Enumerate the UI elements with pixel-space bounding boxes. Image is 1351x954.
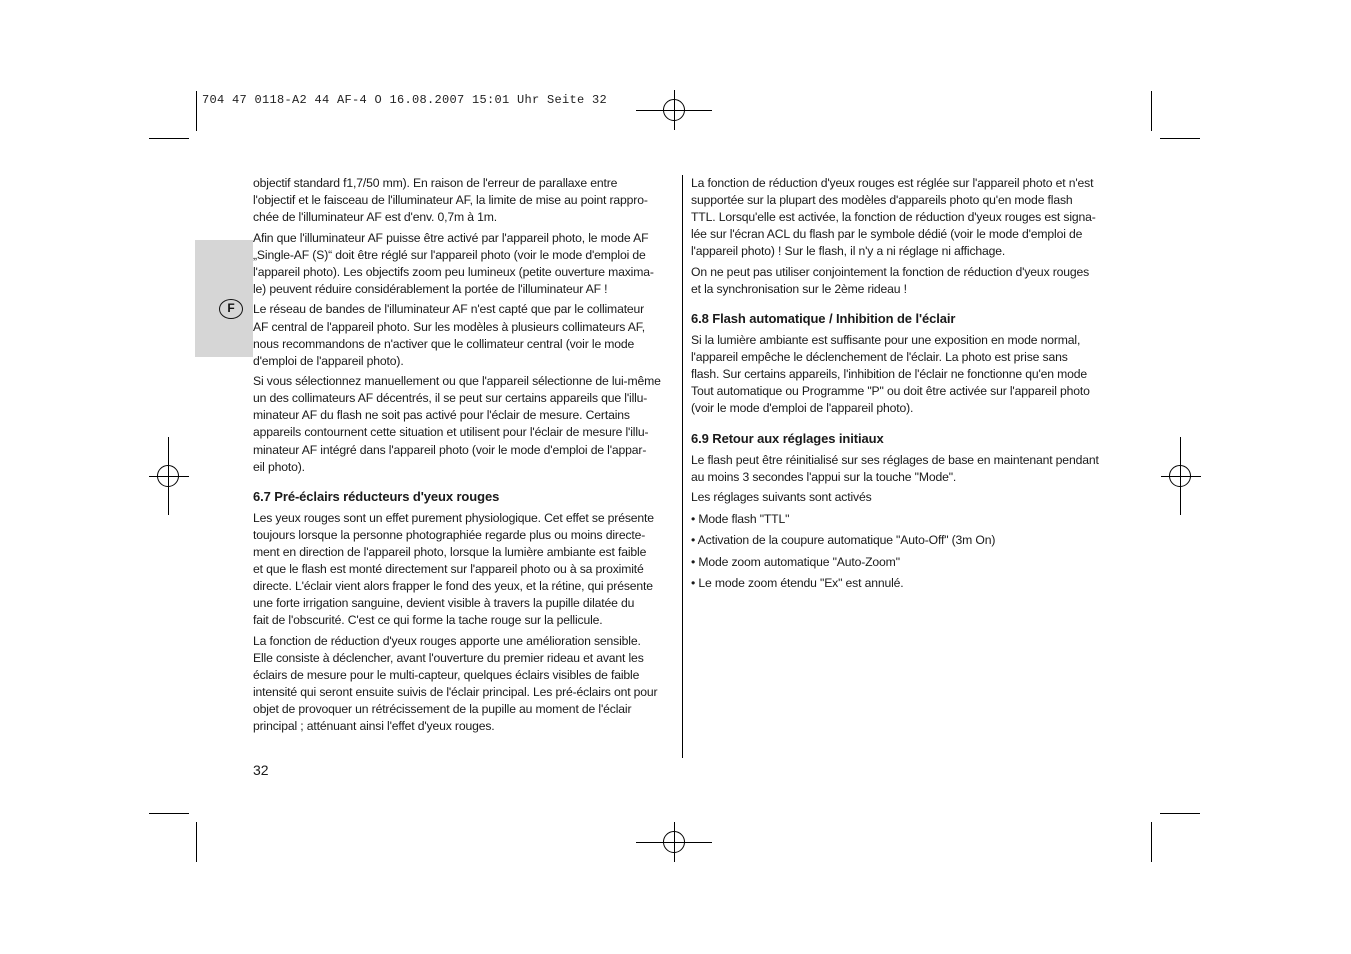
text-line: toujours lorsque la personne photographiée regarde plus ou moins directe- — [253, 527, 646, 542]
left-paragraphs — [253, 175, 677, 476]
bullet-item: • Mode flash "TTL" — [691, 511, 790, 526]
page-number: 32 — [253, 762, 269, 778]
bullet-item: • Le mode zoom étendu "Ex" est annulé. — [691, 576, 904, 591]
section-6-7-body — [253, 510, 677, 736]
text-line: l'appareil photo). Les objectifs zoom peu lumineux (petite ouverture maxima- — [253, 264, 654, 279]
text-line: „Single-AF (S)“ doit être réglé sur l'appareil photo (voir le mode d'emploi de — [253, 247, 646, 262]
section-6-7-heading: 6.7 Pré-éclairs réducteurs d'yeux rouges — [253, 488, 500, 504]
text-line: l'objectif et le faisceau de l'illuminateur AF, la limite de mise au point rappro- — [253, 193, 648, 208]
language-badge: F — [219, 299, 243, 319]
text-line: le) peuvent réduire considérablement la portée de l'illuminateur AF ! — [253, 281, 608, 296]
text-line: Si la lumière ambiante est suffisante pour une exposition en mode normal, — [691, 333, 1081, 348]
text-line: On ne peut pas utiliser conjointement la fonction de réduction d'yeux rouges — [691, 264, 1090, 279]
text-line: La fonction de réduction d'yeux rouges est réglée sur l'appareil photo et n'est — [691, 176, 1094, 190]
text-line: supportée sur la plupart des modèles d'appareils photo qu'en mode flash — [691, 193, 1073, 208]
text-line: Tout automatique ou Programme "P" ou doit être activée sur l'appareil photo — [691, 384, 1090, 399]
text-line: TTL. Lorsqu'elle est activée, la fonction de réduction d'yeux rouges est signa- — [691, 210, 1096, 225]
text-line: Le flash peut être réinitialisé sur ses réglages de base en maintenant pendant — [691, 452, 1099, 467]
section-6-8-body — [691, 332, 1119, 417]
text-line: minateur AF intégré dans l'appareil photo (voir le mode d'emploi de l'appar- — [253, 442, 647, 457]
paragraph — [691, 452, 1119, 486]
text-line: (voir le mode d'emploi de l'appareil photo). — [691, 401, 914, 416]
text-line: directe. L'éclair vient alors frapper le fond des yeux, et la rétine, qui présente — [253, 579, 653, 594]
right-paragraphs — [691, 175, 1119, 298]
text-line: et que le flash est monté directement sur l'appareil photo ou à sa proximité — [253, 562, 644, 577]
text-line: appareils contournent cette situation et utilisent pour l'éclair de mesure l'illu- — [253, 425, 649, 440]
text-line: Si vous sélectionnez manuellement ou que l'appareil sélectionne de lui-même — [253, 374, 661, 389]
paragraph — [691, 264, 1119, 298]
right-column — [691, 175, 1119, 597]
text-line: d'emploi de l'appareil photo). — [253, 353, 404, 368]
text-line: l'appareil empêche le déclenchement de l'éclair. La photo est prise sans — [691, 350, 1068, 365]
text-line: Afin que l'illuminateur AF puisse être activé par l'appareil photo, le mode AF — [253, 230, 649, 245]
bullet-item: • Mode zoom automatique "Auto-Zoom" — [691, 554, 900, 569]
text-line: principal ; atténuant ainsi l'effet d'yeux rouges. — [253, 719, 495, 734]
section-6-9-body — [691, 452, 1119, 507]
text-line: objet de provoquer un rétrécissement de la pupille au moment de l'éclair — [253, 702, 632, 717]
paragraph — [691, 489, 1119, 506]
left-column — [253, 175, 677, 739]
text-line: éclairs de mesure pour le multi-capteur, quelques éclairs visibles de faible — [253, 668, 640, 682]
text-line: chée de l'illuminateur AF est d'env. 0,7m à 1m. — [253, 210, 497, 225]
paragraph — [253, 230, 677, 298]
bullet-item: • Activation de la coupure automatique "Auto-Off" (3m On) — [691, 533, 996, 548]
text-line: ment en direction de l'appareil photo, lorsque la lumière ambiante est faible — [253, 544, 647, 559]
paragraph — [253, 175, 677, 226]
text-line: Elle consiste à déclencher, avant l'ouverture du premier rideau et avant les — [253, 650, 644, 665]
paragraph — [253, 373, 677, 476]
text-line: au moins 3 secondes l'appui sur la touche "Mode". — [691, 469, 957, 484]
text-line: flash. Sur certains appareils, l'inhibition de l'éclair ne fonctionne qu'en mode — [691, 367, 1088, 382]
text-line: Les réglages suivants sont activés — [691, 490, 872, 505]
text-line: l'appareil photo) ! Sur le flash, il n'y a ni réglage ni affichage. — [691, 244, 1006, 259]
print-slug: 704 47 0118-A2 44 AF-4 O 16.08.2007 15:01 Uhr Seite 32 — [202, 93, 608, 107]
column-divider — [682, 175, 683, 758]
section-6-9-heading: 6.9 Retour aux réglages initiaux — [691, 430, 884, 446]
text-line: nous recommandons de n'activer que le collimateur central (voir le mode — [253, 336, 635, 351]
text-line: fait de l'obscurité. C'est ce qui forme la tache rouge sur la pellicule. — [253, 613, 603, 628]
paragraph — [253, 510, 677, 630]
paragraph — [253, 301, 677, 369]
text-line: lée sur l'écran ACL du flash par le symbole dédié (voir le mode d'emploi de — [691, 227, 1083, 242]
section-6-9-bullets — [691, 511, 1119, 593]
language-tab — [195, 240, 253, 357]
text-line: minateur AF du flash ne soit pas activé pour l'éclair de mesure. Certains — [253, 408, 630, 423]
paragraph — [253, 633, 677, 736]
text-line: Les yeux rouges sont un effet purement physiologique. Cet effet se présente — [253, 510, 654, 525]
paragraph — [691, 175, 1119, 260]
paragraph — [691, 332, 1119, 417]
text-line: intensité qui seront ensuite suivis de l'éclair principal. Les pré-éclairs ont pour — [253, 685, 658, 700]
text-line: Le réseau de bandes de l'illuminateur AF n'est capté que par le collimateur — [253, 302, 645, 317]
text-line: une forte irrigation sanguine, devient visible à travers la pupille dilatée du — [253, 596, 635, 611]
text-line: eil photo). — [253, 459, 305, 474]
section-6-8-heading: 6.8 Flash automatique / Inhibition de l'éclair — [691, 311, 956, 327]
text-line: La fonction de réduction d'yeux rouges apporte une amélioration sensible. — [253, 633, 641, 648]
text-line: objectif standard f1,7/50 mm). En raison de l'erreur de parallaxe entre — [253, 176, 618, 190]
text-line: un des collimateurs AF décentrés, il se peut sur certains appareils que l'illu- — [253, 391, 648, 406]
text-line: AF central de l'appareil photo. Sur les modèles à plusieurs collimateurs AF, — [253, 319, 645, 334]
text-line: et la synchronisation sur le 2ème rideau ! — [691, 281, 907, 296]
